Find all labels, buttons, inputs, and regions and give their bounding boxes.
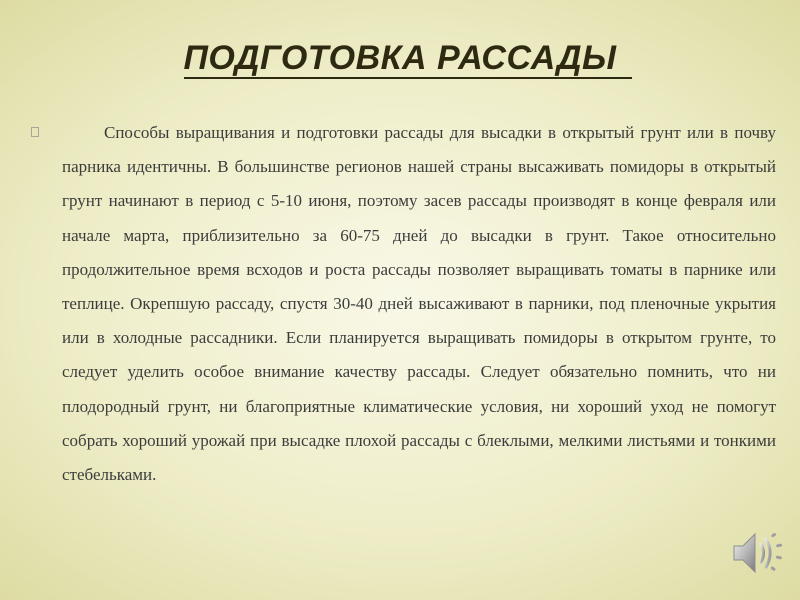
- slide-title: ПОДГОТОВКА РАССАДЫ: [183, 39, 617, 77]
- square-bullet-icon: [31, 127, 39, 137]
- speaker-icon[interactable]: [730, 527, 784, 579]
- body-paragraph: Способы выращивания и подготовки рассады для высадки в открытый грунт или в почву парника идентичны. В большинстве регионов нашей страны высаживать помидоры в открытый грунт начинают в период с 5-10 июня, поэтому засев рассады производят в конце февраля или начале марта, приблизительно за 60-75 дней до высадки в грунт. Такое относительно продолжительное время всходов и роста рассады позволяет выращивать томаты в парнике или теплице. Окрепшую рассаду, спустя 30-40 дней высаживают в парники, под пленочные укрытия или в холодные рассадники. Если планируется выращивать помидоры в открытом грунте, то следует уделить особое внимание качеству рассады. Следует обязательно помнить, что ни плодородный грунт, ни благоприятные климатические условия, ни хороший уход не помогут собрать хороший урожай при высадке плохой рассады с блеклыми, мелкими листьями и тонкими стебельками.: [62, 123, 776, 485]
- title-underline: [184, 77, 632, 79]
